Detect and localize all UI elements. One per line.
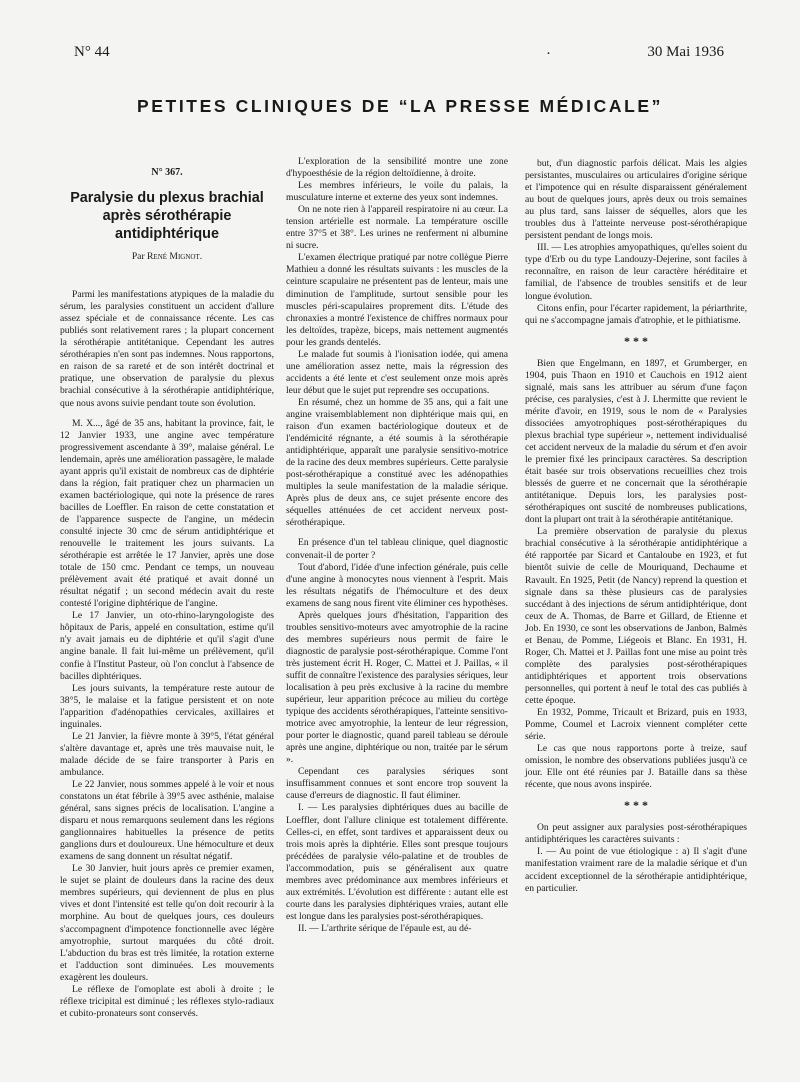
paragraph: Après quelques jours d'hésitation, l'apparition des troubles sensitivo-moteurs avec amyotrophie de la racine des membres supérieurs nous permit de faire le diagnostic de paralysie post-sérothérapique. Comme l'ont très justement écrit H. Roger, C. Mattei et J. Paillas, « il suffit de connaître l'existence des paralysies sériques, leur localisation à peu près exclusive à la racine du membre supérieur, leur apparition précoce au milieu du cortège typique des accidents sérothérapiques, l'atteinte sensitivo-motrice avec amyotrophie, la lenteur de leur régression, pour porter le diagnostic, quand pareil tableau se déroule après une angine, diphtérique ou non, traitée par le sérum ». xyxy=(286,609,508,766)
paragraph: M. X..., âgé de 35 ans, habitant la province, fait, le 12 Janvier 1933, une angine avec température progressivement ascendante à 39°, malaise général. Le lendemain, après une amélioration passagère, le malade ayant appris qu'il existait de nombreux cas de diphtérie dans la région, fait pratiquer chez un pharmacien un examen bactériologique, qui note la présence de rares bacilles de Loeffler. En raison de cette constatation et de l'apparence suspecte de l'angine, un médecin consulté injecte 30 cmc de sérum antidiphtérique et renouvelle le traitement les jours suivants. La sérothérapie est arrêtée le 17 Janvier, après une dose totale de 150 cmc. Pendant ce temps, un nouveau prélèvement avait été pratiqué et avait donné un résultat négatif ; un second médecin avait du reste contesté l'origine diphtérique de l'angine. xyxy=(60,417,274,610)
paragraph: Citons enfin, pour l'écarter rapidement, la périarthrite, qui ne s'accompagne jamais d'atrophie, et le pithiatisme. xyxy=(525,302,747,326)
section-stars: * * * xyxy=(624,798,648,813)
paragraph: Cependant ces paralysies sériques sont insuffisamment connues et sont encore trop souvent la cause d'erreurs de diagnostic. Il faut éliminer. xyxy=(286,766,508,802)
paragraph: La première observation de paralysie du plexus brachial consécutive à la sérothérapie antidiphtérique a été rapportée par Sicard et Cantaloube en 1923, et fut bientôt suivie de celle de Mouriquand, Dechaume et Ravault. En 1925, Petit (de Nancy) reprend la question et signale dans sa thèse plusieurs cas de paralysies succédant à des injections de sérum antidiphtérique, dont ceux de A. Thomas, de Barre et Gillard, de Etienne et Job. En 1930, ce sont les observations de Janbon, Balmès et Benau, de Pomme, Liégeois et Blanc. En 1931, H. Roger, Ch. Mattei et J. Paillas font une mise au point très complète des paralysies post-sérothérapiques antidiphtériques et apportent trois observations personnelles, qui portent à neuf le total des cas publiés à cette époque. xyxy=(525,526,747,706)
paragraph: Tout d'abord, l'idée d'une infection générale, puis celle d'une angine à monocytes nous viennent à l'esprit. Mais les résultats négatifs de l'hémoculture et des deux examens de sang nous firent vite éliminer ces hypothèses. xyxy=(286,561,508,609)
paragraph: Bien que Engelmann, en 1897, et Grumberger, en 1904, puis Thaon en 1910 et Cauchois en 1912 aient signalé, mais sans les attribuer au sérum d'une façon précise, ces paralysies, c'est à J. Lhermitte que revient le mérite d'avoir, en 1919, sous le nom de « Paralysies dissociées amyotrophiques post-sérothérapiques du plexus brachial type supérieur », nettement individualisé cet accident nerveux de la maladie du sérum et d'en avoir le premier fixé les principaux caractères. Sa description était basée sur trois observations recueillies chez trois blessés de guerre et ne concernait que la sérothérapie antitétanique. Depuis lors, les paralysies post-sérothérapiques ont suscité de nombreuses publications, dont la plupart ont trait à la sérothérapie antitétanique. xyxy=(525,357,747,526)
paragraph: Les membres inférieurs, le voile du palais, la musculature interne et externe des yeux sont indemnes. xyxy=(286,180,508,204)
article-title: Paralysie du plexus brachial après sérothérapie antidiphtérique xyxy=(70,190,264,243)
column-2 xyxy=(286,156,508,935)
journal-banner: PETITES CLINIQUES DE “LA PRESSE MÉDICALE” xyxy=(136,96,663,116)
column-3 xyxy=(525,158,747,895)
paragraph: Le malade fut soumis à l'ionisation iodée, qui amena une amélioration assez nette, mais la régression des accidents a été lente et c'est seulement onze mois après leur début que le sujet put reprendre ses occupations. xyxy=(286,348,508,396)
paragraph: Le cas que nous rapportons porte à treize, sauf omission, le nombre des observations publiées jusqu'à ce jour. Elle ont été réunies par J. Bataille dans sa thèse récente, que nous avons inspirée. xyxy=(525,743,747,791)
paragraph: Le 22 Janvier, nous sommes appelé à le voir et nous constatons un état fébrile à 39°5 avec asthénie, malaise général, sans signes précis de localisation. L'angine a disparu et nous remarquons seulement dans les régions ganglionnaires habituelles la présence de petits ganglions durs et douloureux. Une hémoculture et deux examens de sang donnent un résultat négatif. xyxy=(60,778,274,863)
paragraph: En présence d'un tel tableau clinique, quel diagnostic convenait-il de porter ? xyxy=(286,537,508,561)
separator-dot: · xyxy=(546,46,551,62)
paragraph: L'exploration de la sensibilité montre une zone d'hypoesthésie de la région deltoïdienne, à droite. xyxy=(286,156,508,180)
paragraph: On peut assigner aux paralysies post-sérothérapiques antidiphtériques les caractères suivants : xyxy=(525,822,747,846)
paragraph: Parmi les manifestations atypiques de la maladie du sérum, les paralysies constituent un accident d'allure assez spéciale et de connaissance récente. Les cas publiés sont relativement rares ; la plupart concernent la sérothérapie antitétanique. Cependant les autres sérothérapies n'en sont pas indemnes. Nous rapportons, en raison de sa rareté et de son intérêt doctrinal et pratique, une observation de paralysie du plexus brachial consécutive à la sérothérapie antidiphtérique, que nous avons suivie pendant toute son évolution. xyxy=(60,289,274,409)
paragraph: Le 30 Janvier, huit jours après ce premier examen, le sujet se plaint de douleurs dans la racine des deux membres supérieurs, qui deviennent de plus en plus vives et dont l'intensité est telle qu'on doit recourir à la morphine. Au bout de quelques jours, ces douleurs s'accompagnent d'impotence fonctionnelle avec légère amyotrophie, surtout marquées du côté droit. L'abduction du bras est très limitée, la rotation externe et l'adduction sont diminuées. Les mouvements exagèrent les douleurs. xyxy=(60,863,274,983)
paragraph: On ne note rien à l'appareil respiratoire ni au cœur. La tension artérielle est normale. La température oscille entre 37°5 et 38°. Les urines ne renferment ni albumine ni sucre. xyxy=(286,204,508,252)
paragraph: Le 17 Janvier, un oto-rhino-laryngologiste des hôpitaux de Paris, appelé en consultation, estime qu'il n'y avait jamais eu de diphtérie et qu'il s'agit d'une angine banale. Il fait lui-même un prélèvement, qu'il confie à l'Institut Pasteur, où l'on conclut à l'absence de bacilles diphtériques. xyxy=(60,610,274,682)
article-number: N° 367. xyxy=(151,167,183,178)
paragraph: Les jours suivants, la température reste autour de 38°5, le malaise et la fatigue persistent et on note l'apparition d'adénopathies cervicales, axillaires et inguinales. xyxy=(60,682,274,730)
paragraph: Le 21 Janvier, la fièvre monte à 39°5, l'état général s'altère davantage et, après une très mauvaise nuit, le malade décide de se faire transporter à Paris en ambulance. xyxy=(60,730,274,778)
paragraph: I. — Les paralysies diphtériques dues au bacille de Loeffler, dont l'allure clinique est totalement différente. Celles-ci, en effet, sont tardives et apparaissent deux ou trois mois après la diphtérie. Elles sont presque toujours précédées de paralysie vélo-palatine et de troubles de l'accommodation, puis se généralisent aux quatre membres avec prédominance aux membres inférieurs et aux extrémités. L'évolution est différente : autant elle est courte dans les paralysies diphtériques vraies, autant elle est longue dans les paralysies post-sérothérapiques. xyxy=(286,802,508,922)
paragraph: but, d'un diagnostic parfois délicat. Mais les algies persistantes, musculaires ou articulaires d'origine sérique et l'impotence qui en résulte disparaissent généralement au bout de quelques jours, après deux ou trois semaines au plus tard, sans laisser de séquelles, alors que les troubles dus à l'atteinte nerveuse post-sérothérapique persistent pendant de longs mois. xyxy=(525,158,747,242)
section-stars: * * * xyxy=(624,333,648,348)
author-name: René Mignot. xyxy=(147,251,203,263)
issue-date: 30 Mai 1936 xyxy=(647,44,724,60)
paragraph: En résumé, chez un homme de 35 ans, qui a fait une angine vraisemblablement non diphtérique mais qui, en raison d'un examen bactériologique douteux et de l'endémicité régnante, a été soumis à la sérothérapie antidiphtérique, apparaît une paralysie sensitivo-motrice de la racine des deux membres supérieurs. Cette paralysie post-sérothérapique a constitué avec les adénopathies multiples la seule manifestation de la maladie sérique. Après plus de deux ans, ce sujet présente encore des séquelles atténuées de cet accident nerveux post-sérothérapique. xyxy=(286,396,508,529)
column-1 xyxy=(60,156,274,1020)
paragraph: Le réflexe de l'omoplate est aboli à droite ; le réflexe tricipital est diminué ; les réflexes stylo-radiaux et cubito-pronateurs sont conservés. xyxy=(60,983,274,1019)
paragraph: III. — Les atrophies amyopathiques, qu'elles soient du type d'Erb ou du type Landouzy-Dejerine, sont faciles à reconnaître, en raison de leur caractère héréditaire et familial, de l'absence de troubles sensitifs et de leur longue évolution. xyxy=(525,242,747,302)
paragraph: II. — L'arthrite sérique de l'épaule est, au dé- xyxy=(298,922,472,934)
paragraph: En 1932, Pomme, Tricault et Brizard, puis en 1933, Pomme, Coumel et Lacroix viennent compléter cette série. xyxy=(525,707,747,743)
paragraph: L'examen électrique pratiqué par notre collègue Pierre Mathieu a donné les résultats suivants : les muscles de la ceinture scapulaire ne présentent pas de lenteur, mais une diminution de l'amplitude, surtout sensible pour les muscles péri-scapulaires proprement dits. L'étude des chronaxies a montré l'existence de chiffres normaux pour les deltoïdes, trapèze, biceps, mais nettement augmentés pour les grands dentelés. xyxy=(286,252,508,348)
page-number: N° 44 · xyxy=(74,44,551,62)
article-author: Par René Mignot. xyxy=(131,251,203,263)
paragraph: I. — Au point de vue étiologique : a) Il s'agit d'une manifestation vraiment rare de la maladie sérique et d'un accident exceptionnel de la sérothérapie antidiphtérique, en particulier. xyxy=(525,846,747,894)
